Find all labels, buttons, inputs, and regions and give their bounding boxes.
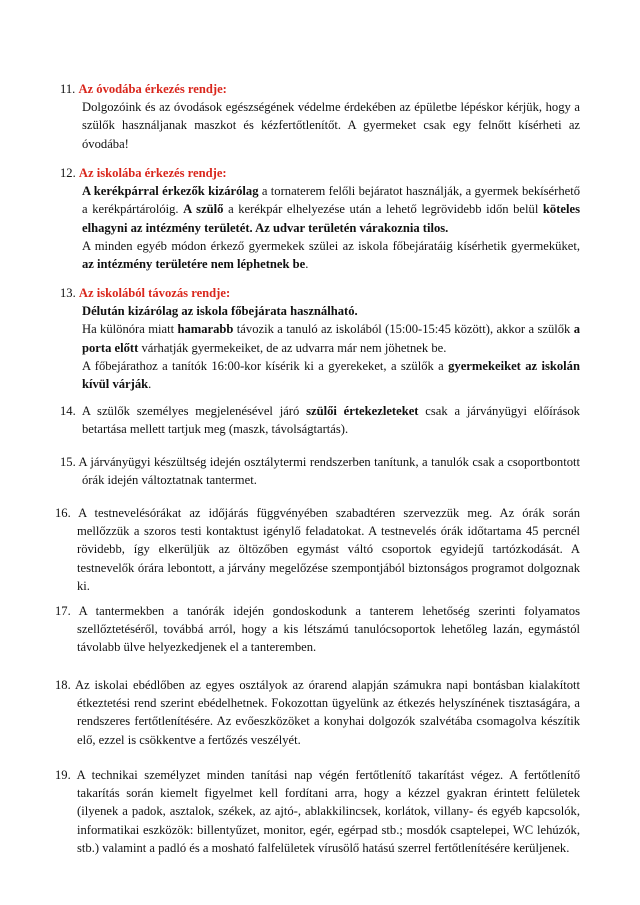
item-17-paragraph [55, 602, 580, 657]
text: Az iskolai ebédlőben az egyes osztályok az órarend alapján számukra napi bontásban kialakított étkeztetési rend szerint ebédelhetnek. Fokozottan ügyelünk az étkezés helyszínének tisztaságára, a rendszeres fertőtlenítésére. Az evőeszközöket a konyhai dolgozók szalvétába csomagolva készítik elő, ezzel is csökkentve a fertőzés veszélyét. [74, 678, 580, 747]
text: . [305, 257, 309, 272]
item-12-paragraph-1 [82, 182, 580, 237]
item-14-number: 14. [60, 404, 76, 418]
item-11 [60, 80, 580, 153]
item-15-number: 15. [60, 455, 76, 469]
text: várhatják gyermekeiket, de az udvarra már nem jöhetnek be. [138, 340, 447, 355]
item-12-heading: Az iskolába érkezés rendje: [78, 166, 227, 180]
text: A járványügyi készültség idején osztálytermi rendszerben tanítunk, a tanulók csak a csoportbontott órák idején változtatnak tantermet. [78, 455, 580, 488]
item-19-paragraph [55, 766, 580, 857]
text-bold: a porta előtt [82, 322, 581, 355]
item-19 [55, 766, 580, 857]
item-14 [60, 402, 580, 438]
text-bold: köteles elhagyni az intézmény területét. Az udvar területén várakoznia tilos. [82, 202, 580, 235]
item-11-heading: Az óvodába érkezés rendje: [78, 82, 227, 96]
item-16-number: 16. [55, 506, 71, 520]
text: A tantermekben a tanórák idején gondoskodunk a tanterem lehetőség szerinti folyamatos szellőztetéséről, továbbá arról, hogy a kis létszámú tanulócsoportok lehetőleg lazán, egymástól távolabb ülve helyezkedjenek el a tanteremben. [77, 604, 580, 655]
item-11-heading-line [60, 80, 580, 98]
text: A szülők személyes megjelenésével járó [81, 404, 307, 418]
text: A minden egyéb módon érkező gyermekek szülei az iskola főbejáratáig kísérhetik gyermeküket, [82, 238, 580, 253]
item-12-paragraph-2 [82, 237, 580, 273]
text: a tornaterem felőli bejáratot használják, a gyermek bekísérhető a kerékpártárolóig. [82, 184, 580, 217]
item-14-paragraph [60, 402, 580, 438]
item-13-heading: Az iskolából távozás rendje: [78, 286, 231, 300]
text: . [148, 377, 152, 392]
text: A főbejárathoz a tanítók 16:00-kor kísérik ki a gyerekeket, a szülők a [82, 358, 449, 373]
item-13-paragraph-1: Délután kizárólag az iskola főbejárata használható. [82, 304, 358, 319]
item-19-number: 19. [55, 768, 71, 782]
text: Ha különóra miatt [82, 322, 178, 337]
item-12-heading-line [60, 164, 580, 182]
item-13-paragraph-2 [82, 320, 580, 356]
item-16-paragraph [55, 504, 580, 595]
item-16 [55, 504, 580, 595]
text-bold: A kerékpárral érkezők kizárólag [82, 184, 259, 199]
item-15-paragraph [60, 453, 580, 489]
item-13-number: 13. [60, 286, 76, 300]
text: A technikai személyzet minden tanítási nap végén fertőtlenítő takarítást végez. A fertőtlenítő takarítás során kiemelt figyelmet kell fordítani arra, hogy a kézzel gyakran érintett felületek (ilyenek a padok, asztalok, székek, az ajtó-, ablakkilincsek, korlátok, villany- és egyéb kapcsolók, informatikai eszközök: billentyűzet, monitor, egér, egérpad stb.; mosdók csaptelepei, WC lehúzók, stb.) valamint a padló és a mosható falfelületek vírusölő hatású szerrel fertőtlenítésére kerüljenek. [76, 768, 580, 855]
item-13 [60, 284, 580, 393]
item-18 [55, 676, 580, 749]
item-13-paragraph-3 [82, 357, 580, 393]
text: a kerékpár elhelyezése után a lehető legrövidebb időn belül [223, 202, 543, 217]
text: A testnevelésórákat az időjárás függvényében szabadtéren szervezzük meg. Az órák során mellőzzük a szoros testi kontaktust igénylő feladatokat. A testnevelés órák időtartama 45 percnél rövidebb, így elkerüljük az öltözőben egymást váltó csoportok egyidejű tartózkodását. A testnevelők órára lebontott, a járvány megelőzése szempontjából biztonságos programot dolgoznak ki. [77, 506, 580, 593]
text: távozik a tanuló az iskolából (15:00-15:45 között), akkor a szülők [233, 322, 574, 337]
item-18-number: 18. [55, 678, 71, 692]
item-18-paragraph [55, 676, 580, 749]
text-bold: gyermekeiket az iskolán kívül várják [82, 358, 580, 392]
item-11-number: 11. [60, 82, 76, 96]
item-17-number: 17. [55, 604, 71, 618]
item-12-number: 12. [60, 166, 76, 180]
item-13-heading-line [60, 284, 580, 302]
text-bold: szülői értekezleteket [306, 404, 419, 418]
text-bold: az intézmény területére nem léphetnek be [82, 257, 306, 272]
text: csak a járványügyi előírások betartása mellett tartjuk meg (maszk, távolságtartás). [82, 404, 580, 437]
item-12 [60, 164, 580, 273]
item-15 [60, 453, 580, 489]
text-bold: hamarabb [177, 322, 234, 337]
item-11-paragraph: Dolgozóink és az óvodások egészségének védelme érdekében az épületbe lépéskor kérjük, hogy a szülők használjanak maszkot és kézfertőtlenítőt. A gyermeket csak egy felnőtt kísérheti az óvodába! [82, 100, 580, 151]
text-bold: A szülő [183, 202, 224, 217]
item-17 [55, 602, 580, 657]
